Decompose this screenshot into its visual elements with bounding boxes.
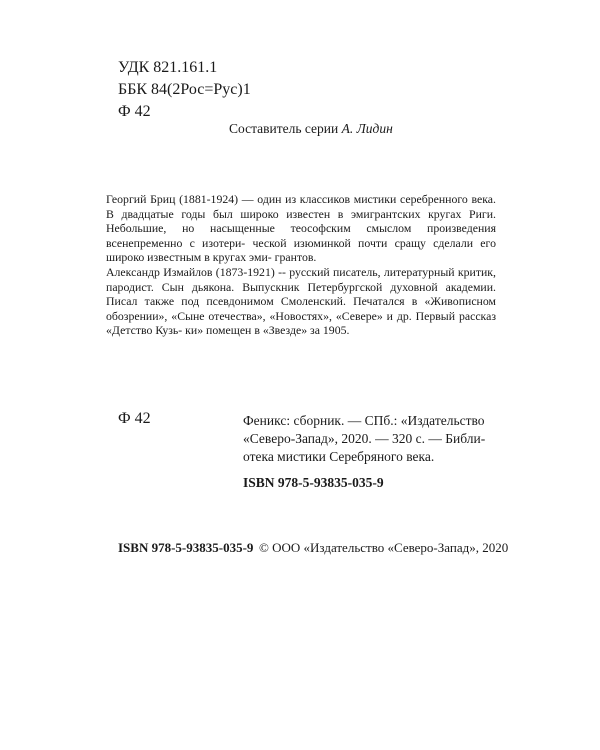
annotation-line: грантов. <box>274 250 317 265</box>
bibliographic-line: «Северо-Запад», 2020. — 320 с. — Библи- <box>243 431 486 446</box>
annotation-line: «Сыне отечества», «Новостях», «Севере» и др. Первый рассказ «Детство Кузь- <box>106 308 496 338</box>
catalog-isbn: ISBN 978-5-93835-035-9 <box>243 475 384 490</box>
annotation-line: ческой изюминкой почти сращу сделали его широко известным в кругах эми- <box>106 235 496 265</box>
udk-code: УДК 821.161.1 <box>118 59 218 76</box>
annotation-line: двадцатые годы был широко известен в эмигрантских кругах Риги. Небольшие, <box>106 206 497 236</box>
series-compiler <box>229 121 393 137</box>
footer-isbn: ISBN 978-5-93835-035-9 <box>118 540 254 555</box>
series-compiler-label: Составитель серии <box>229 121 339 136</box>
annotation-line: также под псевдонимом Смоленский. Печатался в «Живописном обозрении», <box>106 294 497 323</box>
classification-codes <box>118 57 251 123</box>
annotation-line: Александр Измайлов (1873-1921) -- русский писатель, литературный критик, <box>106 264 496 279</box>
author-index-code: Ф 42 <box>118 103 151 120</box>
bbk-code: ББК 84(2Рос=Рус)1 <box>118 81 251 98</box>
copyright-notice: © ООО «Издательство «Северо-Запад», 2020 <box>259 540 509 555</box>
annotation-line: но насыщенные теософским смыслом произведения всенепременно с изотери- <box>106 221 496 250</box>
bibliographic-line: Феникс: сборник. — СПб.: «Издательство <box>243 413 485 428</box>
annotation-izmailov <box>106 265 496 338</box>
annotation-line: Георгий Бриц (1881-1924) — один из классиков мистики серебренного века. В <box>106 192 496 221</box>
series-compiler-name: А. Лидин <box>341 121 393 136</box>
annotation-brits <box>106 192 496 265</box>
annotation-line: ки» помещен в «Звезде» за 1905. <box>185 323 350 338</box>
annotation <box>106 192 496 338</box>
annotation-line: пародист. Сын дьякона. Выпускник Петербургской духовной академии. Писал <box>106 279 496 309</box>
bibliographic-entry <box>243 412 495 466</box>
catalog-index-code: Ф 42 <box>118 410 151 427</box>
bibliographic-line: отека мистики Серебряного века. <box>243 449 435 464</box>
